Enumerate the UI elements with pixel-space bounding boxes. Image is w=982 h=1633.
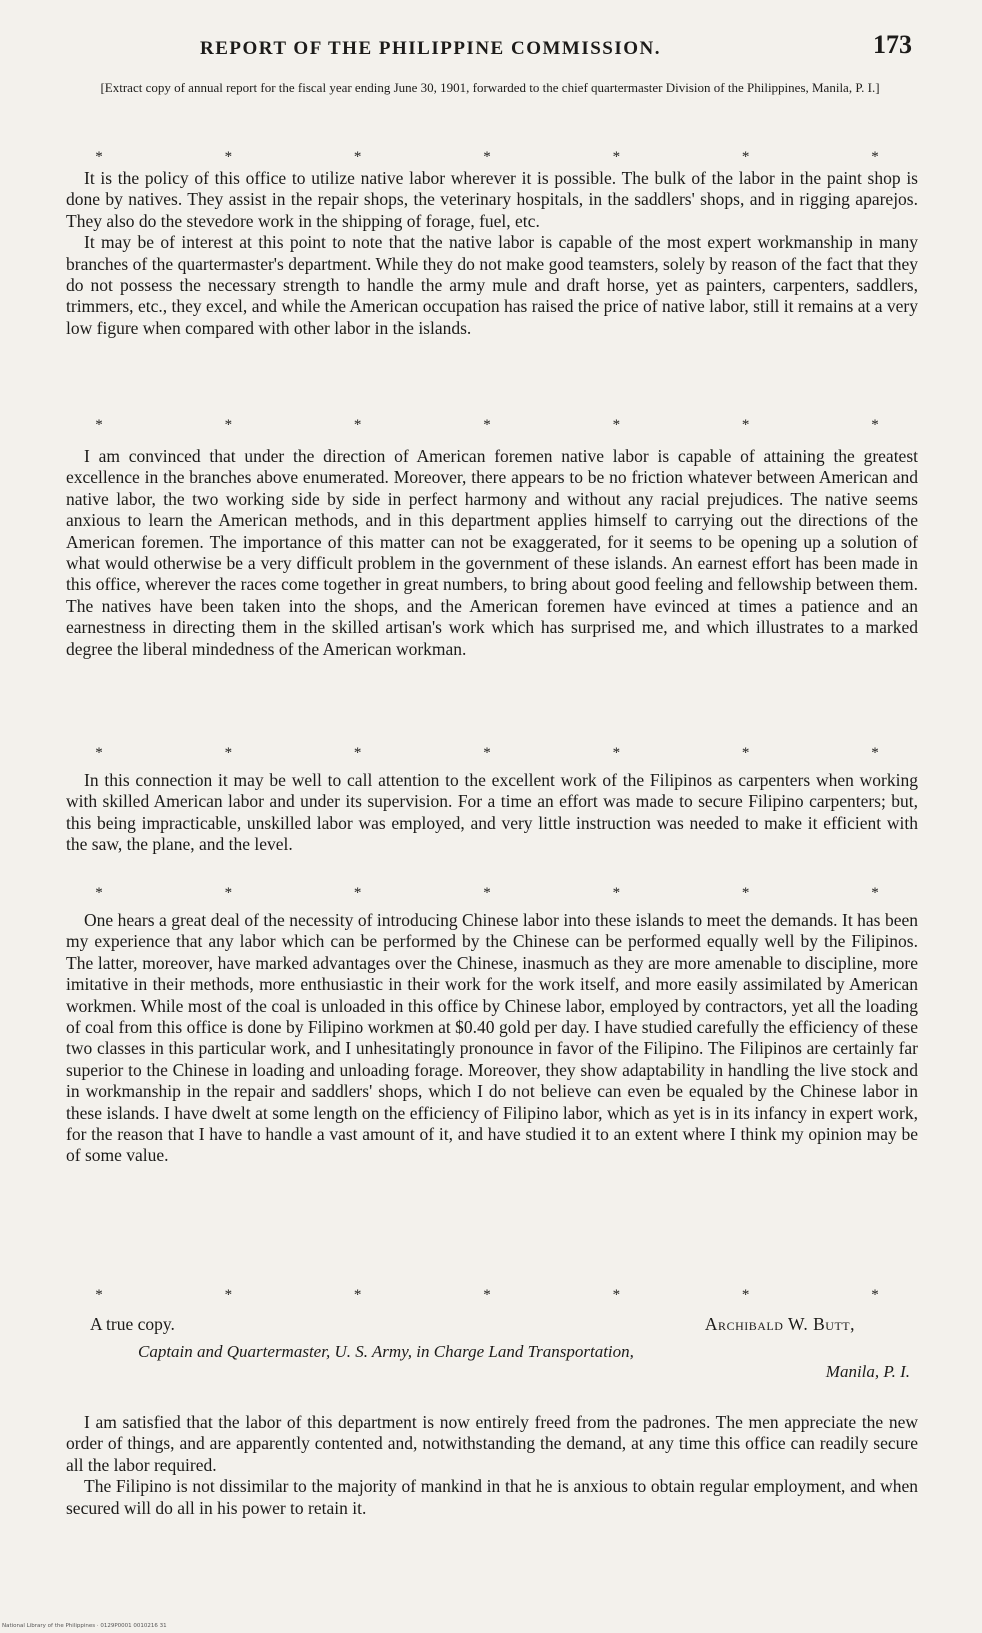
asterisk: *	[741, 1287, 750, 1303]
section-chinese-labor	[66, 910, 918, 1167]
asterisk: *	[353, 417, 362, 433]
asterisk: *	[224, 745, 233, 761]
asterisk: *	[95, 1287, 103, 1303]
asterisk: *	[612, 745, 621, 761]
page-header	[60, 30, 920, 70]
asterisk: *	[353, 1287, 362, 1303]
scan-footer: National Library of the Philippines · 0129P0001 0010216 31	[2, 1623, 167, 1629]
asterisk: *	[483, 745, 491, 761]
asterisk: *	[95, 885, 103, 901]
asterisk: *	[871, 885, 879, 901]
asterisk: *	[353, 885, 362, 901]
paragraph: I am convinced that under the direction of American foremen native labor is capable of attaining the greatest excellence in the branches above enumerated. Moreover, there appears to be no friction whatever between American and native labor, the two working side by side in perfect harmony and without any racial prejudices. The native seems anxious to learn the American methods, and in this department applies himself to carrying out the directions of the American foremen. The importance of this matter can not be exaggerated, for it seems to be opening up a solution of what would otherwise be a very difficult problem in the government of these islands. An earnest effort has been made in this office, wherever the races come together in great numbers, to bring about good feeling and fellowship between them. The natives have been taken into the shops, and the American foremen have evinced at times a patience and an earnestness in directing them in the skilled artisan's work which has surprised me, and which illustrates to a marked degree the liberal mindedness of the American workman.	[66, 446, 918, 659]
asterisk: *	[871, 149, 879, 165]
paragraph: The Filipino is not dissimilar to the majority of mankind in that he is anxious to obtain regular employment, and when secured will do all in his power to retain it.	[66, 1476, 918, 1518]
asterism-row	[92, 1288, 882, 1302]
true-copy-note: A true copy.	[90, 1314, 175, 1334]
paragraph: I am satisfied that the labor of this department is now entirely freed from the padrones. The men appreciate the new order of things, and are apparently contented and, notwithstanding the demand, at any time this office can readily secure all the labor required.	[66, 1412, 918, 1475]
paragraph: In this connection it may be well to call attention to the excellent work of the Filipinos as carpenters when working with skilled American labor and under its supervision. For a time an effort was made to secure Filipino carpenters; but, this being impracticable, unskilled labor was employed, and very little instruction was needed to make it efficient with the saw, the plane, and the level.	[66, 770, 918, 855]
section-padrones	[66, 1412, 918, 1519]
running-title: REPORT OF THE PHILIPPINE COMMISSION.	[200, 38, 662, 59]
asterisk: *	[224, 149, 233, 165]
signature-block	[90, 1314, 910, 1394]
section-native-labor	[66, 168, 918, 339]
asterisk: *	[95, 417, 103, 433]
asterisk: *	[483, 149, 491, 165]
asterisk: *	[871, 417, 879, 433]
asterisk: *	[741, 417, 750, 433]
asterisk: *	[224, 417, 233, 433]
page-number: 173	[873, 30, 912, 59]
asterisk: *	[95, 149, 103, 165]
signer-place: Manila, P. I.	[825, 1362, 910, 1381]
extract-note: [Extract copy of annual report for the fiscal year ending June 30, 1901, forwarded to the chief quartermaster Division of the Philippines, Manila, P. I.]	[100, 80, 880, 95]
paragraph: One hears a great deal of the necessity of introducing Chinese labor into these islands to meet the demands. It has been my experience that any labor which can be performed by the Chinese can be performed equally well by the Filipinos. The latter, moreover, have marked advantages over the Chinese, inasmuch as they are more amenable to discipline, more imitative in their methods, more enthusiastic in their work for the work itself, and more easily assimilated by American workmen. While most of the coal is unloaded in this office by Chinese labor, employed by contractors, yet all the loading of coal from this office is done by Filipino workmen at $0.40 gold per day. I have studied carefully the efficiency of these two classes in this particular work, and I unhesitatingly pronounce in favor of the Filipino. The Filipinos are certainly far superior to the Chinese in loading and unloading forage. Moreover, they show adaptability in handling the live stock and in workmanship in the repair and saddlers' shops, which I do not believe can even be equaled by the Chinese labor in these islands. I have dwelt at some length on the efficiency of Filipino labor, which as yet is in its infancy in expert work, for the reason that I have to handle a vast amount of it, and have studied it to an extent where I think my opinion may be of some value.	[66, 910, 918, 1166]
asterisk: *	[741, 885, 750, 901]
paragraph: It may be of interest at this point to note that the native labor is capable of the most expert workmanship in many branches of the quartermaster's department. While they do not make good teamsters, solely by reason of the fact that they do not possess the necessary strength to handle the army mule and draft horse, yet as painters, carpenters, saddlers, trimmers, etc., they excel, and while the American occupation has raised the price of native labor, still it remains at a very low figure when compared with other labor in the islands.	[66, 232, 918, 338]
signer-title: Captain and Quartermaster, U. S. Army, in Charge Land Transportation,	[138, 1342, 634, 1361]
asterisk: *	[483, 1287, 491, 1303]
asterism-row	[92, 418, 882, 432]
asterisk: *	[871, 1287, 879, 1303]
asterisk: *	[483, 417, 491, 433]
asterisk: *	[741, 149, 750, 165]
asterisk: *	[353, 745, 362, 761]
section-american-foremen	[66, 446, 918, 660]
signer-name: Archibald W. Butt,	[704, 1314, 855, 1334]
asterisk: *	[95, 745, 103, 761]
asterisk: *	[612, 417, 621, 433]
asterisk: *	[224, 1287, 233, 1303]
asterisk: *	[612, 885, 621, 901]
asterism-row	[92, 746, 882, 760]
section-carpenters	[66, 770, 918, 856]
asterisk: *	[483, 885, 491, 901]
asterisk: *	[871, 745, 879, 761]
asterism-row	[92, 886, 882, 900]
asterisk: *	[741, 745, 750, 761]
asterisk: *	[612, 149, 621, 165]
asterism-row	[92, 150, 882, 164]
asterisk: *	[353, 149, 362, 165]
asterisk: *	[224, 885, 233, 901]
paragraph: It is the policy of this office to utilize native labor wherever it is possible. The bulk of the labor in the paint shop is done by natives. They assist in the repair shops, the veterinary hospitals, in the saddlers' shops, and in rigging aparejos. They also do the stevedore work in the shipping of forage, fuel, etc.	[66, 168, 918, 231]
asterisk: *	[612, 1287, 621, 1303]
